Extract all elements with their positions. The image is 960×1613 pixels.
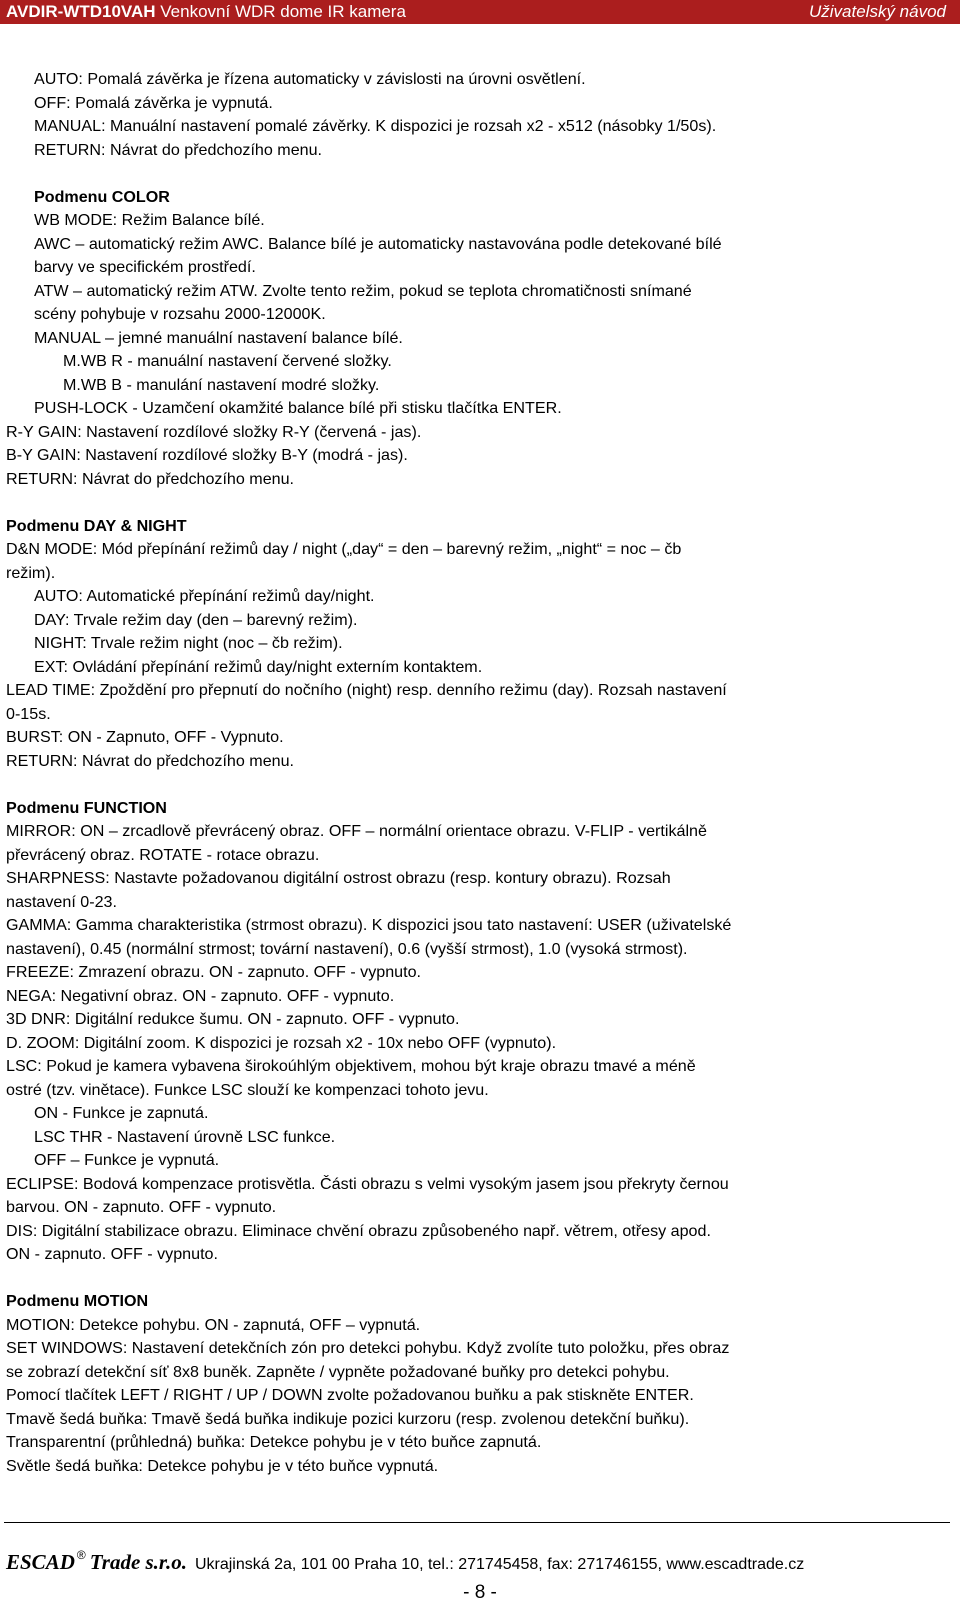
text-line: převrácený obraz. ROTATE - rotace obrazu. <box>6 845 320 864</box>
section-heading: Podmenu DAY & NIGHT <box>6 516 187 535</box>
document-body <box>6 68 946 1478</box>
text-line: RETURN: Návrat do předchozího menu. <box>34 140 323 159</box>
section-heading: Podmenu FUNCTION <box>6 798 167 817</box>
text-line: GAMMA: Gamma charakteristika (strmost obrazu). K dispozici jsou tato nastavení: USER (uživatelské <box>6 916 732 934</box>
text-line: RETURN: Návrat do předchozího menu. <box>6 751 295 770</box>
text-line: MANUAL: Manuální nastavení pomalé závěrky. K dispozici je rozsah x2 - x512 (násobky 1/50s). <box>34 117 717 135</box>
text-line: LSC THR - Nastavení úrovně LSC funkce. <box>34 1127 336 1146</box>
text-line: OFF: Pomalá závěrka je vypnutá. <box>34 93 273 112</box>
text-line: 0-15s. <box>6 704 51 723</box>
page-header <box>0 0 960 24</box>
text-line: M.WB B - manulání nastavení modré složky. <box>63 375 380 394</box>
section-heading: Podmenu MOTION <box>6 1292 149 1310</box>
header-doc-type: Uživatelský návod <box>808 2 946 21</box>
text-line: AUTO: Pomalá závěrka je řízena automaticky v závislosti na úrovni osvětlení. <box>34 70 586 88</box>
text-line: Světle šedá buňka: Detekce pohybu je v této buňce vypnutá. <box>6 1456 439 1475</box>
text-line: BURST: ON - Zapnuto, OFF - Vypnuto. <box>6 728 284 746</box>
text-line: FREEZE: Zmrazení obrazu. ON - zapnuto. OFF - vypnuto. <box>6 963 421 981</box>
text-line: barvy ve specifickém prostředí. <box>34 258 256 276</box>
text-line: se zobrazí detekční síť 8x8 buněk. Zapněte / vypněte požadované buňky pro detekci pohybu. <box>6 1362 670 1381</box>
text-line: AWC – automatický režim AWC. Balance bílé je automaticky nastavována podle detekované bílé <box>34 234 722 253</box>
text-line: LSC: Pokud je kamera vybavena širokoúhlým objektivem, mohou být kraje obrazu tmavé a méně <box>6 1057 696 1075</box>
text-line: ON - zapnuto. OFF - vypnuto. <box>6 1245 218 1263</box>
blank-line <box>6 773 946 797</box>
text-line: DAY: Trvale režim day (den – barevný režim). <box>34 610 358 629</box>
text-line: AUTO: Automatické přepínání režimů day/night. <box>34 587 375 605</box>
page-number: - 8 - <box>463 1582 497 1603</box>
blank-line <box>6 1267 946 1291</box>
text-line: Tmavě šedá buňka: Tmavě šedá buňka indikuje pozici kurzoru (resp. zvolenou detekční buňku). <box>6 1409 690 1428</box>
blank-line <box>6 162 946 186</box>
text-line: PUSH-LOCK - Uzamčení okamžité balance bílé při stisku tlačítka ENTER. <box>34 399 562 417</box>
footer-brand-suffix: Trade s.r.o. <box>89 1550 187 1574</box>
footer-brand: ESCAD <box>6 1550 75 1574</box>
text-line: režim). <box>6 563 56 582</box>
text-line: D. ZOOM: Digitální zoom. K dispozici je rozsah x2 - 10x nebo OFF (vypnuto). <box>6 1033 557 1052</box>
text-line: D&N MODE: Mód přepínání režimů day / night („day“ = den – barevný režim, „night“ = noc – čb <box>6 540 682 558</box>
header-model-code: AVDIR-WTD10VAH <box>6 2 156 21</box>
text-line: SET WINDOWS: Nastavení detekčních zón pro detekci pohybu. Když zvolíte tuto položku, přes obraz <box>6 1339 730 1357</box>
text-line: NIGHT: Trvale režim night (noc – čb režim). <box>34 634 343 652</box>
text-line: MANUAL – jemné manuální nastavení balance bílé. <box>34 328 403 347</box>
text-line: MIRROR: ON – zrcadlově převrácený obraz. OFF – normální orientace obrazu. V-FLIP - vertikálně <box>6 822 707 840</box>
page-footer <box>6 1548 804 1575</box>
text-line: DIS: Digitální stabilizace obrazu. Eliminace chvění obrazu způsobeného např. větrem, otřesy apod. <box>6 1221 711 1240</box>
text-line: B-Y GAIN: Nastavení rozdílové složky B-Y (modrá - jas). <box>6 446 408 464</box>
text-line: MOTION: Detekce pohybu. ON - zapnutá, OFF – vypnutá. <box>6 1315 421 1334</box>
text-line: M.WB R - manuální nastavení červené složky. <box>63 352 392 370</box>
text-line: ostré (tzv. vinětace). Funkce LSC slouží ke kompenzaci tohoto jevu. <box>6 1080 489 1099</box>
text-line: Transparentní (průhledná) buňka: Detekce pohybu je v této buňce zapnutá. <box>6 1433 542 1451</box>
header-product-title: Venkovní WDR dome IR kamera <box>160 2 406 21</box>
text-line: 3D DNR: Digitální redukce šumu. ON - zapnuto. OFF - vypnuto. <box>6 1010 460 1028</box>
section-heading: Podmenu COLOR <box>34 187 170 206</box>
text-line: RETURN: Návrat do předchozího menu. <box>6 469 295 488</box>
text-line: ON - Funkce je zapnutá. <box>34 1104 209 1122</box>
text-line: nastavení), 0.45 (normální strmost; tovární nastavení), 0.6 (vyšší strmost), 1.0 (vysoká strmost). <box>6 939 688 958</box>
text-line: ATW – automatický režim ATW. Zvolte tento režim, pokud se teplota chromatičnosti snímané <box>34 281 692 300</box>
text-line: LEAD TIME: Zpoždění pro přepnutí do nočního (night) resp. denního režimu (day). Rozsah nastavení <box>6 681 727 699</box>
footer-address: Ukrajinská 2a, 101 00 Praha 10, tel.: 271745458, fax: 271746155, www.escadtrade.cz <box>194 1556 805 1573</box>
text-line: WB MODE: Režim Balance bílé. <box>34 211 265 229</box>
footer-divider <box>4 1522 950 1523</box>
text-line: nastavení 0-23. <box>6 892 117 911</box>
text-line: EXT: Ovládání přepínání režimů day/night externím kontaktem. <box>34 657 483 676</box>
text-line: ECLIPSE: Bodová kompenzace protisvětla. Části obrazu s velmi vysokým jasem jsou překryty černou <box>6 1174 729 1193</box>
blank-line <box>6 491 946 515</box>
text-line: barvou. ON - zapnuto. OFF - vypnuto. <box>6 1198 277 1216</box>
text-line: R-Y GAIN: Nastavení rozdílové složky R-Y (červená - jas). <box>6 422 422 441</box>
text-line: NEGA: Negativní obraz. ON - zapnuto. OFF - vypnuto. <box>6 986 395 1005</box>
text-line: Pomocí tlačítek LEFT / RIGHT / UP / DOWN zvolte požadovanou buňku a pak stiskněte ENTER. <box>6 1386 694 1404</box>
text-line: SHARPNESS: Nastavte požadovanou digitální ostrost obrazu (resp. kontury obrazu). Rozsah <box>6 869 671 887</box>
registered-mark: ® <box>76 1548 86 1562</box>
text-line: scény pohybuje v rozsahu 2000-12000K. <box>34 305 326 323</box>
text-line: OFF – Funkce je vypnutá. <box>34 1151 220 1169</box>
header-model <box>6 2 406 22</box>
